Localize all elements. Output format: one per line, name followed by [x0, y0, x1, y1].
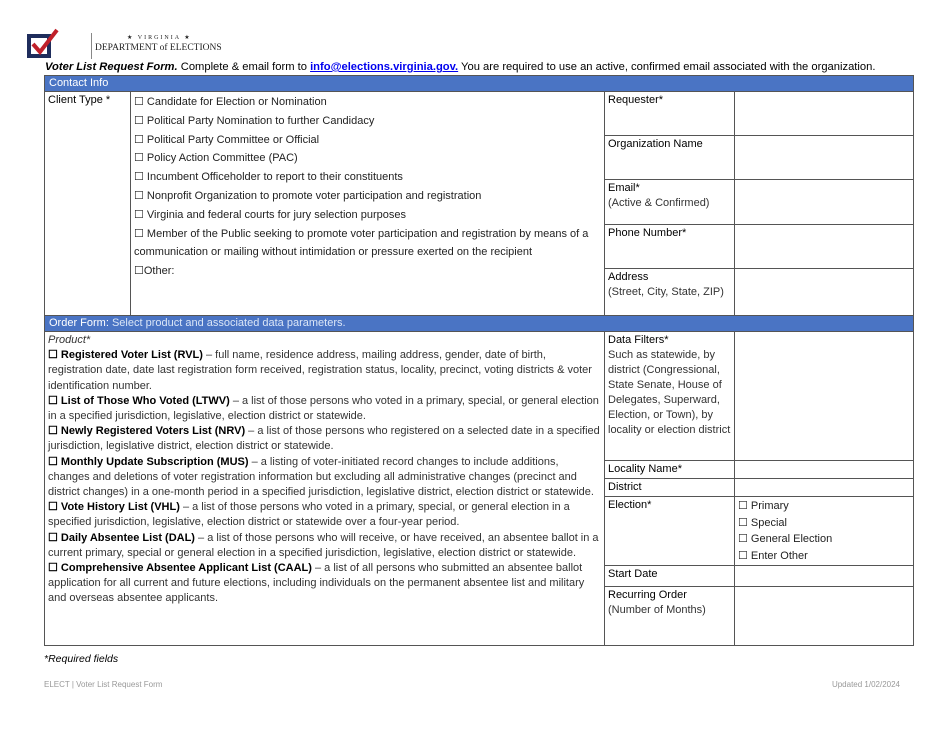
form-title: Voter List Request Form. [45, 61, 178, 73]
district-input[interactable] [735, 479, 914, 497]
client-type-option[interactable]: ☐ Member of the Public seeking to promote voter participation and registration by means of a communication or mailing without intimidation or pressure exerted on the recipient [134, 227, 589, 259]
start-date-label: Start Date [605, 566, 735, 587]
phone-number-input[interactable] [735, 225, 914, 269]
email-link[interactable]: info@elections.virginia.gov. [310, 61, 459, 73]
product-description: – a list of all persons who submitted an absentee ballot application for all current and future elections, including individuals on the permanent absentee list and military and overseas absentee applicants. [48, 562, 585, 605]
product-option[interactable] [48, 455, 601, 501]
request-form-table [44, 75, 914, 646]
recurring-order-label: Recurring Order (Number of Months) [605, 587, 735, 646]
requester-label: Requester* [605, 92, 735, 136]
product-description: – a list of those persons who will receive, or have received, an absentee ballot in a current primary, special or general election in a specified jurisdiction, legislative, election district or statewide. [48, 531, 599, 559]
order-form-bar: Order Form: Select product and associated data parameters. [45, 316, 914, 332]
footer-right: Updated 1/02/2024 [831, 680, 900, 689]
product-option[interactable] [48, 424, 601, 454]
election-options [735, 497, 914, 566]
election-option[interactable]: ☐ Primary [738, 500, 789, 512]
elections-logo [27, 28, 222, 62]
product-name: ☐ List of Those Who Voted (LTWV) [48, 394, 230, 407]
required-fields-note: *Required fields [44, 653, 119, 665]
district-label: District [605, 479, 735, 497]
product-name: ☐ Comprehensive Absentee Applicant List (CAAL) [48, 562, 312, 575]
election-option[interactable]: ☐ Special [738, 516, 787, 529]
client-type-option[interactable]: ☐ Incumbent Officeholder to report to their constituents [134, 171, 403, 184]
address-input[interactable] [735, 269, 914, 316]
product-name: ☐ Daily Absentee List (DAL) [48, 531, 195, 544]
organization-name-input[interactable] [735, 136, 914, 180]
election-option[interactable]: ☐ Enter Other [738, 549, 808, 562]
requester-input[interactable] [735, 92, 914, 136]
election-option[interactable]: ☐ General Election [738, 533, 833, 545]
client-type-option[interactable]: ☐ Political Party Nomination to further Candidacy [134, 114, 375, 127]
recurring-order-input[interactable] [735, 587, 914, 646]
product-description: – a list of those persons who voted in a primary, special, or general election in a specified jurisdiction, legislative, election district or statewide. [48, 394, 599, 423]
state-text: ★ VIRGINIA ★ [127, 35, 192, 41]
product-description: – a list of those persons who registered on a selected date in a specified jurisdiction, legislative district, election district or statewide. [48, 425, 600, 453]
product-name: ☐ Vote History List (VHL) [48, 501, 180, 514]
product-option[interactable] [48, 561, 601, 607]
product-name: ☐ Registered Voter List (RVL) [48, 349, 203, 362]
locality-name-input[interactable] [735, 461, 914, 479]
client-type-option[interactable]: ☐ Policy Action Committee (PAC) [134, 152, 298, 165]
product-option[interactable] [48, 531, 601, 561]
footer-left: ELECT | Voter List Request Form [44, 680, 163, 689]
client-type-option[interactable]: ☐ Virginia and federal courts for jury selection purposes [134, 208, 406, 221]
intro-text-before: Complete & email form to [177, 61, 311, 73]
checkmark-logo-icon [27, 28, 59, 60]
product-name: ☐ Monthly Update Subscription (MUS) [48, 455, 249, 468]
email-input[interactable] [735, 180, 914, 225]
client-type-label: Client Type * [45, 92, 131, 316]
client-type-option[interactable]: ☐ Nonprofit Organization to promote voter participation and registration [134, 189, 482, 202]
locality-name-label: Locality Name* [605, 461, 735, 479]
data-filters-label: Data Filters* Such as statewide, by district (Congressional, State Senate, House of Delegates, Superward, Election, or Town), by locality or election district [605, 332, 735, 461]
intro-text-after: You are required to use an active, confirmed email associated with the organization. [458, 61, 876, 73]
product-name: ☐ Newly Registered Voters List (NRV) [48, 425, 246, 438]
logo-divider [91, 33, 92, 59]
product-description: – full name, residence address, mailing address, gender, date of birth, registration date, date last registration form received, registration status, locality, precinct, voting districts & voter identification number. [48, 349, 592, 392]
product-list [45, 332, 605, 646]
client-type-option[interactable]: ☐Other: [134, 265, 175, 278]
department-text: DEPARTMENT of ELECTIONS [95, 43, 222, 53]
product-option[interactable] [48, 348, 601, 394]
product-option[interactable] [48, 500, 601, 530]
start-date-input[interactable] [735, 566, 914, 587]
contact-info-bar: Contact Info [45, 76, 914, 92]
intro-line [45, 61, 875, 73]
data-filters-input[interactable] [735, 332, 914, 461]
election-label: Election* [605, 497, 735, 566]
email-label: Email* (Active & Confirmed) [605, 180, 735, 225]
client-type-options [131, 92, 605, 316]
client-type-option[interactable]: ☐ Candidate for Election or Nomination [134, 96, 327, 108]
product-description: – a listing of voter-initiated record changes to include additions, changes and deletions of voter registration information but excluding all administrative changes (precinct and district changes) in a one-month period in a specified jurisdiction, legislative district, election district or statewide. [48, 455, 594, 499]
product-option[interactable] [48, 394, 601, 424]
phone-number-label: Phone Number* [605, 225, 735, 269]
product-description: – a list of those persons who voted in a primary, special, or general election in a specified jurisdiction, legislative, election district or statewide over a four-year period. [48, 501, 570, 529]
client-type-option[interactable]: ☐ Political Party Committee or Official [134, 133, 320, 146]
product-label: Product* [48, 334, 91, 346]
address-label: Address (Street, City, State, ZIP) [605, 269, 735, 316]
organization-name-label: Organization Name [605, 136, 735, 180]
